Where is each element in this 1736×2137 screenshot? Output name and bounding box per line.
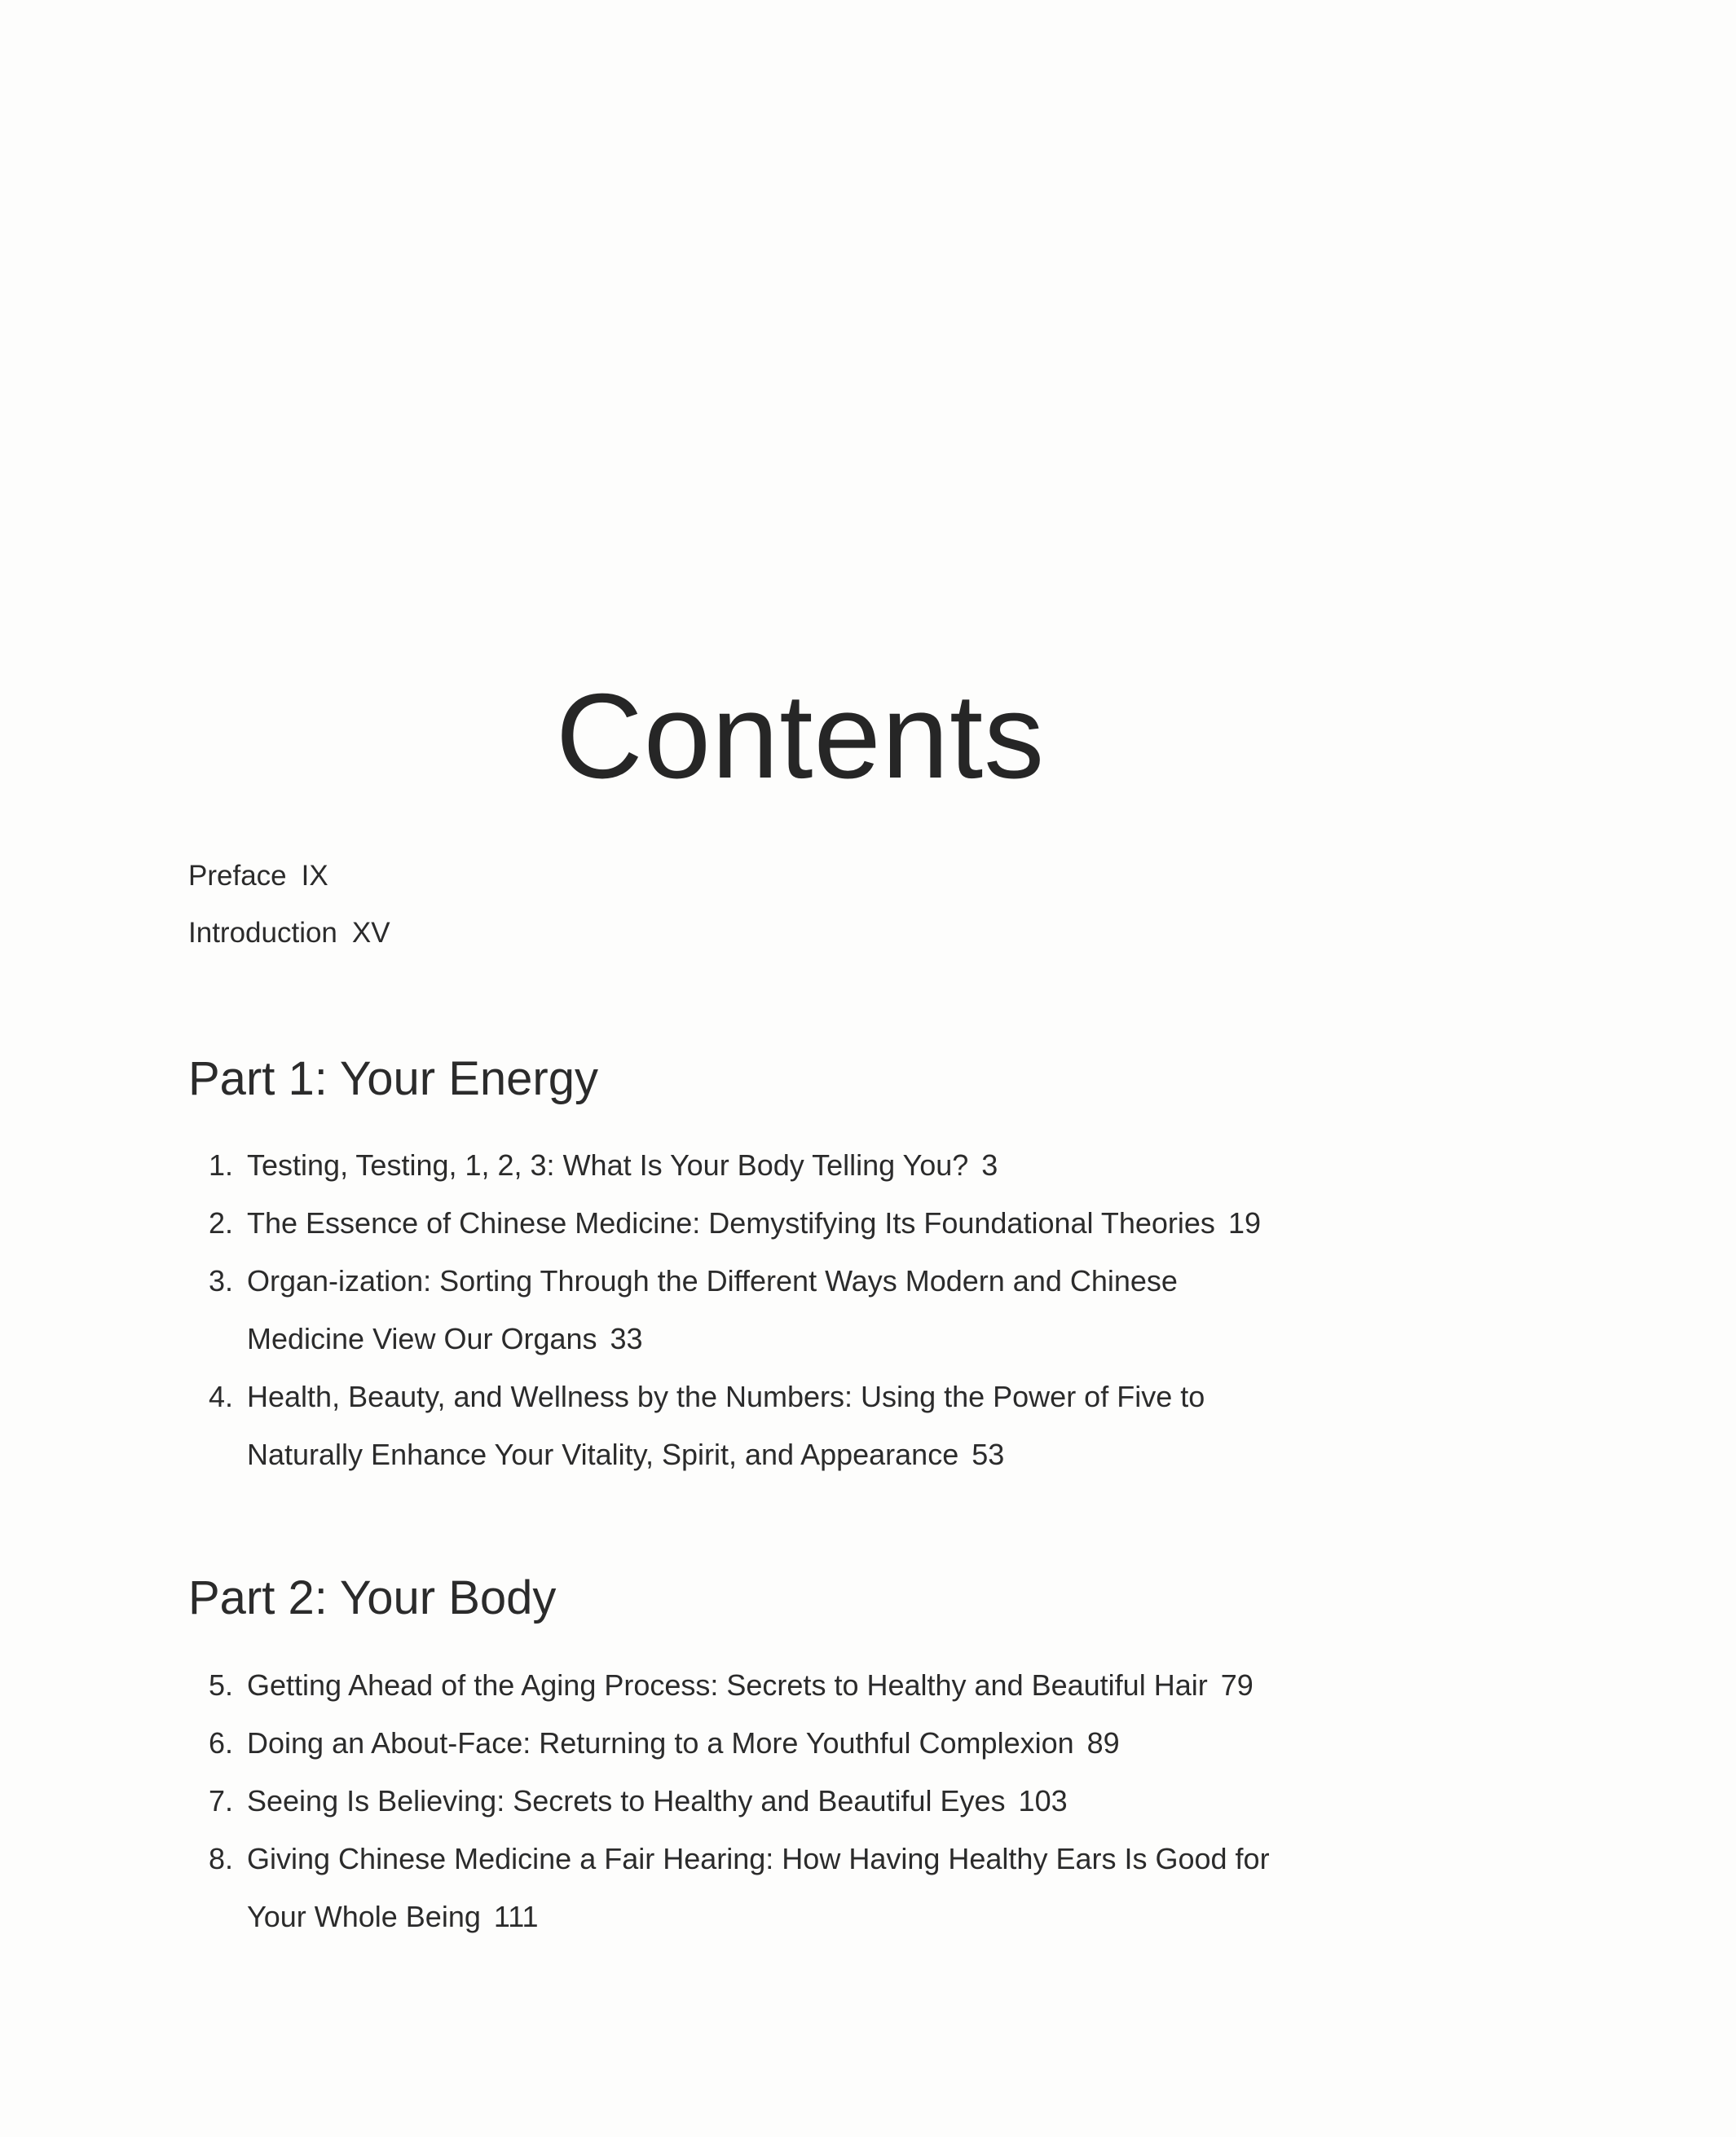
part-2-heading: Part 2: Your Body <box>188 1571 557 1624</box>
part-2-chapters <box>188 1656 1270 1945</box>
toc-chapter-item[interactable] <box>188 1368 1261 1483</box>
chapter-number: 6. <box>208 1726 233 1760</box>
chapter-title: Naturally Enhance Your Vitality, Spirit, and Appearance <box>247 1438 959 1471</box>
chapter-title: Doing an About-Face: Returning to a More Youthful Complexion <box>247 1726 1074 1760</box>
page-number: 53 <box>972 1438 1005 1471</box>
chapter-title: Your Whole Being <box>247 1900 481 1933</box>
page-number: 103 <box>1018 1784 1068 1818</box>
page-number: 79 <box>1220 1668 1254 1702</box>
chapter-number: 2. <box>208 1206 233 1240</box>
page-number: 3 <box>981 1148 998 1182</box>
toc-chapter-item[interactable] <box>188 1194 1261 1252</box>
entry-label: Preface <box>188 860 287 892</box>
chapter-title: Medicine View Our Organs <box>247 1322 597 1355</box>
chapter-number: 5. <box>208 1668 233 1702</box>
toc-chapter-item[interactable] <box>188 1772 1270 1830</box>
page-number: XV <box>351 917 390 949</box>
chapter-title: Health, Beauty, and Wellness by the Numbers: Using the Power of Five to <box>247 1380 1205 1413</box>
page-number: 89 <box>1086 1726 1120 1760</box>
chapter-title: Getting Ahead of the Aging Process: Secrets to Healthy and Beautiful Hair <box>247 1668 1208 1702</box>
page-number: IX <box>301 860 328 892</box>
toc-chapter-item[interactable] <box>188 1252 1261 1368</box>
page-number: 19 <box>1227 1206 1261 1240</box>
toc-entry-introduction[interactable] <box>188 905 390 962</box>
chapter-title: Organ-ization: Sorting Through the Different Ways Modern and Chinese <box>247 1264 1178 1298</box>
chapter-number: 3. <box>208 1264 233 1298</box>
toc-entry-preface[interactable] <box>188 848 390 905</box>
toc-chapter-item[interactable] <box>188 1830 1270 1945</box>
front-matter <box>188 848 390 962</box>
chapter-title: The Essence of Chinese Medicine: Demystifying Its Foundational Theories <box>247 1206 1215 1240</box>
chapter-number: 4. <box>208 1380 233 1413</box>
chapter-title: Testing, Testing, 1, 2, 3: What Is Your Body Telling You? <box>247 1148 969 1182</box>
page-title: Contents <box>555 669 1046 804</box>
toc-chapter-item[interactable] <box>188 1136 1261 1194</box>
page-number: 111 <box>493 1900 539 1933</box>
chapter-title: Giving Chinese Medicine a Fair Hearing: How Having Healthy Ears Is Good for <box>247 1842 1270 1875</box>
chapter-number: 7. <box>208 1784 233 1818</box>
chapter-number: 8. <box>208 1842 233 1875</box>
toc-chapter-item[interactable] <box>188 1656 1270 1714</box>
entry-label: Introduction <box>188 917 337 949</box>
chapter-number: 1. <box>208 1148 233 1182</box>
toc-chapter-item[interactable] <box>188 1714 1270 1772</box>
part-1-chapters <box>188 1136 1261 1483</box>
page-number: 33 <box>610 1322 643 1355</box>
chapter-title: Seeing Is Believing: Secrets to Healthy and Beautiful Eyes <box>247 1784 1006 1818</box>
part-1-heading: Part 1: Your Energy <box>188 1052 598 1105</box>
